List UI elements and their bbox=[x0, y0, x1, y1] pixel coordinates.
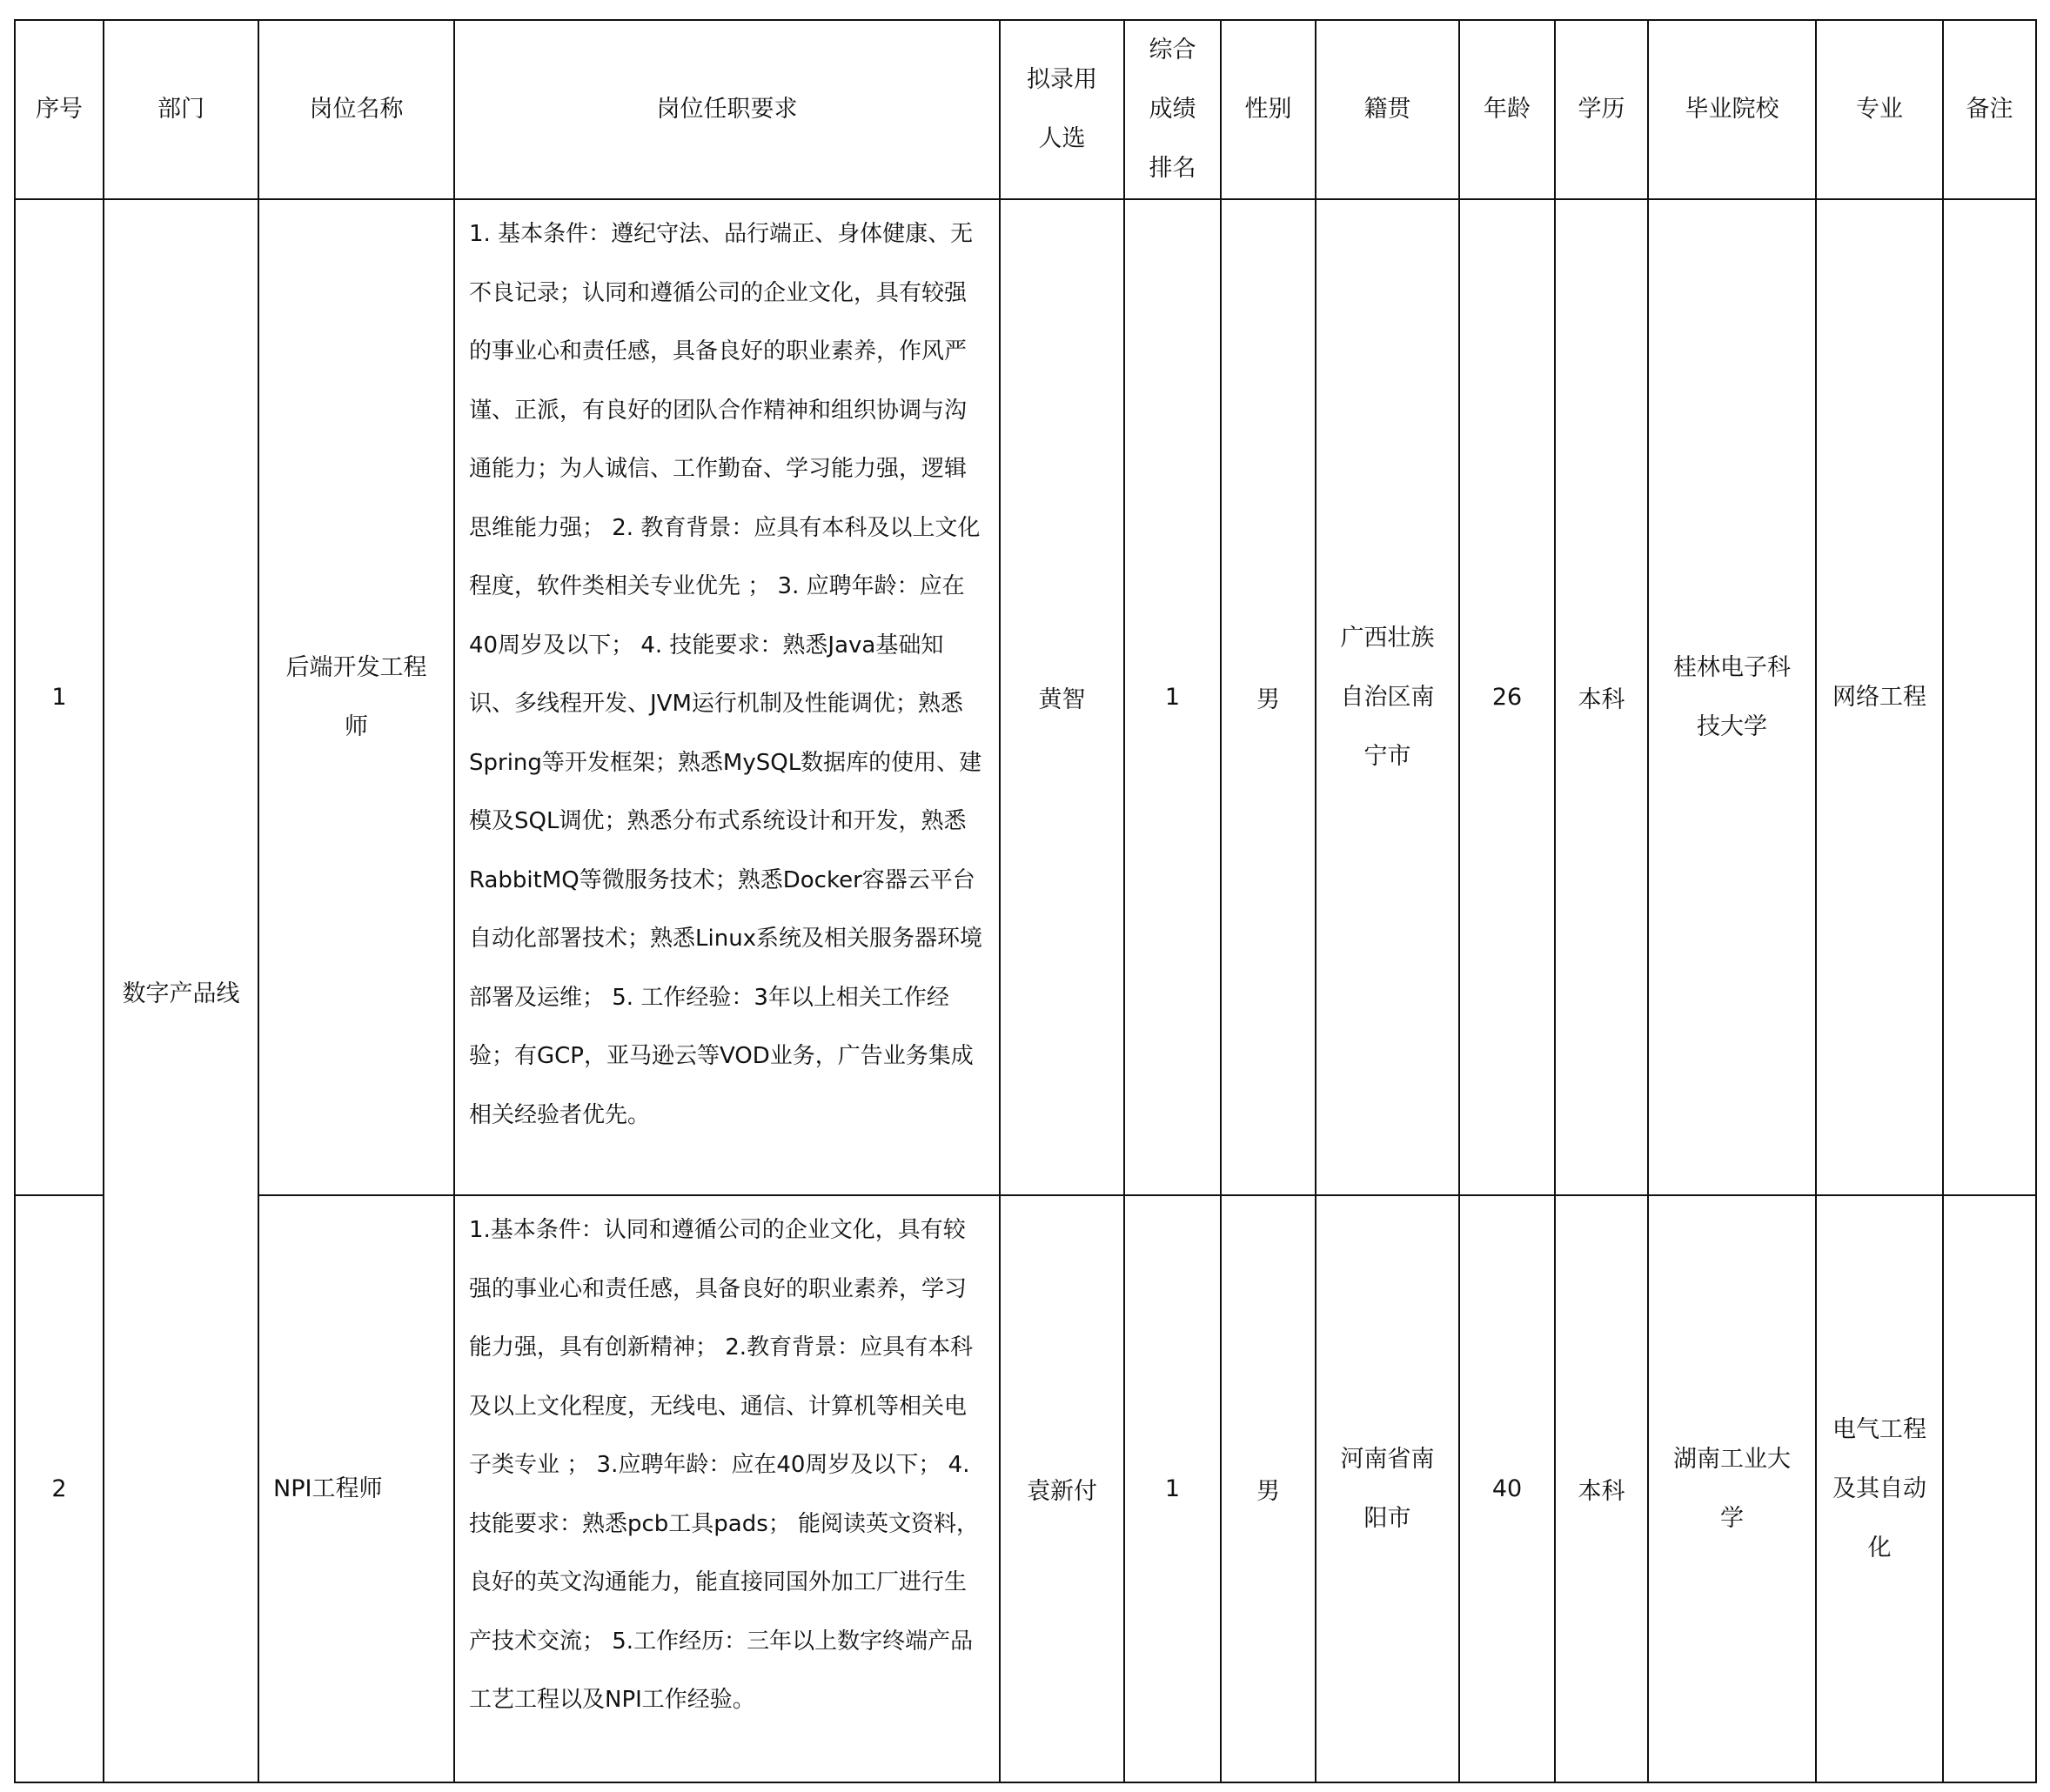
header-requirements: 岗位任职要求 bbox=[454, 20, 1000, 199]
cell-remark bbox=[1943, 1195, 2036, 1782]
header-no: 序号 bbox=[15, 20, 104, 199]
major-text: 网络工程 bbox=[1832, 683, 1926, 711]
cell-gender: 男 bbox=[1221, 1195, 1316, 1782]
header-row bbox=[15, 20, 2036, 199]
cell-requirements: 1. 基本条件：遵纪守法、品行端正、身体健康、无不良记录；认同和遵循公司的企业文化，具有较强的事业心和责任感，具备良好的职业素养，作风严谨、正派，有良好的团队合作精神和组织协调与沟通能力；为人诚信、工作勤奋、学习能力强，逻辑思维能力强； 2. 教育背景：应具有本科及以上文化程度，软件类相关专业优先 ； 3. 应聘年龄：应在40周岁及以下； 4. 技能要求：熟悉Java基础知识、多线程开发、JVM运行机制及性能调优；熟悉Spring等开发框架；熟悉MySQL数据库的使用、建模及SQL调优；熟悉分布式系统设计和开发，熟悉RabbitMQ等微服务技术；熟悉Docker容器云平台自动化部署技术；熟悉Linux系统及相关服务器环境部署及运维； 5. 工作经验：3年以上相关工作经验；有GCP，亚马逊云等VOD业务，广告业务集成相关经验者优先。 bbox=[454, 199, 1000, 1195]
cell-position bbox=[258, 1195, 454, 1782]
school-text: 湖南工业大学 bbox=[1673, 1445, 1791, 1532]
header-remark: 备注 bbox=[1943, 20, 2036, 199]
header-position: 岗位名称 bbox=[258, 20, 454, 199]
origin-text: 河南省南阳市 bbox=[1340, 1445, 1435, 1532]
cell-education: 本科 bbox=[1555, 1195, 1648, 1782]
cell-position bbox=[258, 199, 454, 1195]
cell-candidate: 袁新付 bbox=[1000, 1195, 1124, 1782]
cell-gender: 男 bbox=[1221, 199, 1316, 1195]
header-candidate: 拟录用人选 bbox=[1000, 20, 1124, 199]
cell-age: 40 bbox=[1459, 1195, 1555, 1782]
header-education: 学历 bbox=[1555, 20, 1648, 199]
header-department: 部门 bbox=[104, 20, 258, 199]
cell-department: 数字产品线 bbox=[104, 199, 258, 1782]
header-origin: 籍贯 bbox=[1316, 20, 1459, 199]
cell-age: 26 bbox=[1459, 199, 1555, 1195]
candidate-table bbox=[14, 19, 2037, 1783]
cell-origin bbox=[1316, 1195, 1459, 1782]
origin-text: 广西壮族自治区南宁市 bbox=[1340, 624, 1435, 770]
table-row bbox=[15, 1195, 2036, 1782]
cell-no: 1 bbox=[15, 199, 104, 1195]
cell-major bbox=[1816, 199, 1943, 1195]
cell-origin bbox=[1316, 199, 1459, 1195]
cell-school bbox=[1648, 1195, 1816, 1782]
cell-remark bbox=[1943, 199, 2036, 1195]
cell-rank: 1 bbox=[1124, 1195, 1221, 1782]
cell-school bbox=[1648, 199, 1816, 1195]
cell-candidate: 黄智 bbox=[1000, 199, 1124, 1195]
cell-no: 2 bbox=[15, 1195, 104, 1782]
header-gender: 性别 bbox=[1221, 20, 1316, 199]
position-text: 后端开发工程师 bbox=[285, 653, 427, 740]
cell-rank: 1 bbox=[1124, 199, 1221, 1195]
header-school: 毕业院校 bbox=[1648, 20, 1816, 199]
header-major: 专业 bbox=[1816, 20, 1943, 199]
school-text: 桂林电子科技大学 bbox=[1673, 653, 1791, 740]
table-row bbox=[15, 199, 2036, 1195]
cell-major bbox=[1816, 1195, 1943, 1782]
cell-education: 本科 bbox=[1555, 199, 1648, 1195]
header-age: 年龄 bbox=[1459, 20, 1555, 199]
header-rank: 综合成绩排名 bbox=[1124, 20, 1221, 199]
major-text: 电气工程及其自动化 bbox=[1832, 1415, 1926, 1561]
position-text: NPI工程师 bbox=[273, 1474, 383, 1502]
cell-requirements: 1.基本条件：认同和遵循公司的企业文化，具有较强的事业心和责任感，具备良好的职业素养，学习能力强，具有创新精神； 2.教育背景：应具有本科及以上文化程度，无线电、通信、计算机等相关电子类专业 ； 3.应聘年龄：应在40周岁及以下； 4.技能要求：熟悉pcb工具pads； 能阅读英文资料，良好的英文沟通能力，能直接同国外加工厂进行生产技术交流； 5.工作经历：三年以上数字终端产品工艺工程以及NPI工作经验。 bbox=[454, 1195, 1000, 1782]
